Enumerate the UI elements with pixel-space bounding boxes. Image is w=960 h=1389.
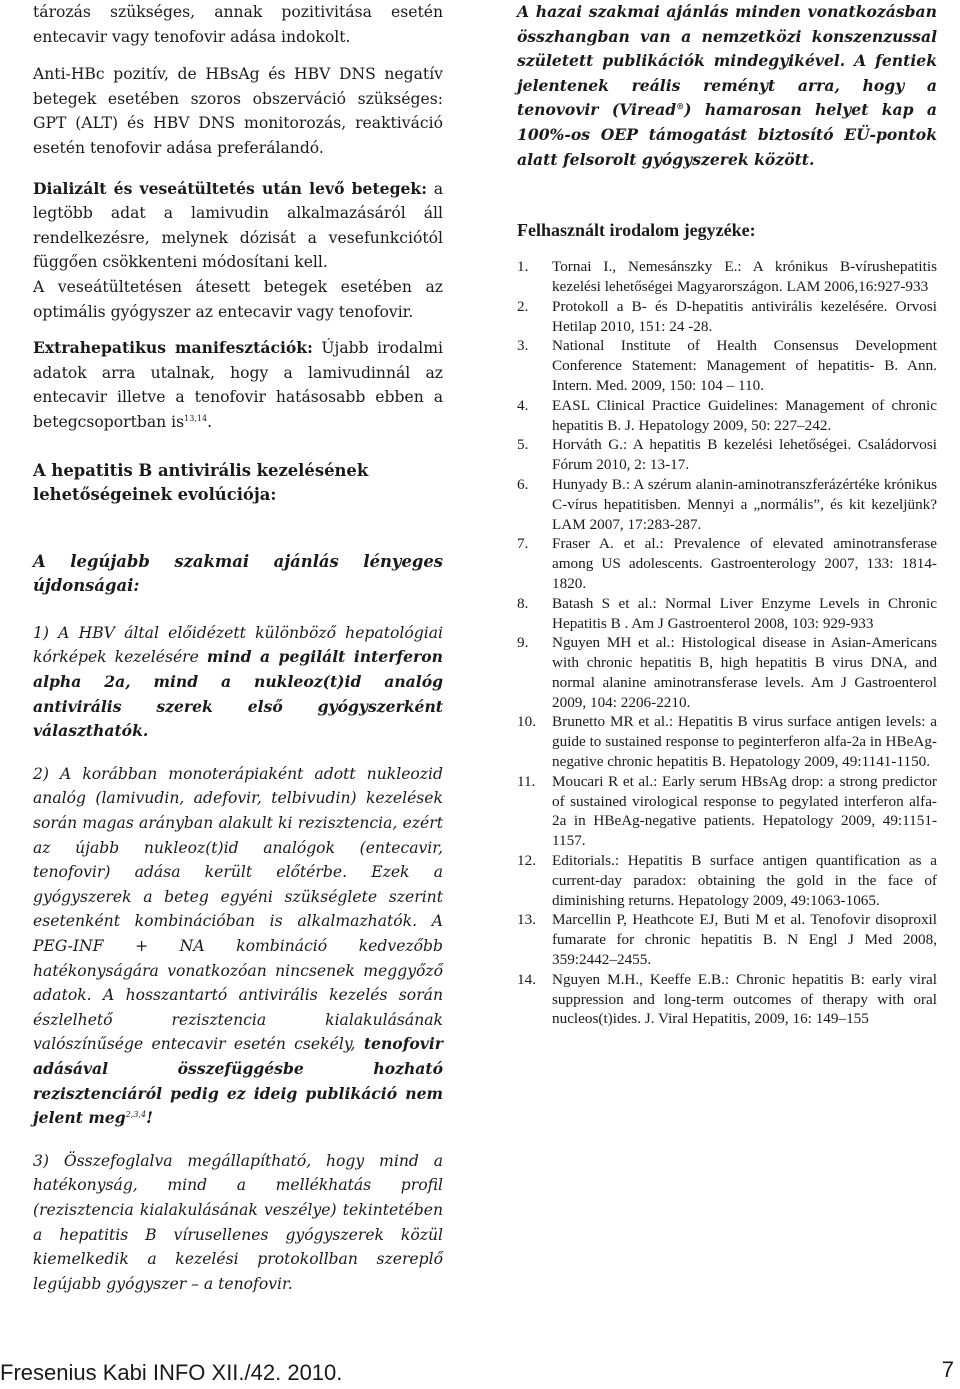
reference-number: 5. (517, 436, 529, 454)
list-item (33, 621, 443, 744)
reference-number: 12. (517, 852, 536, 870)
reference-item (517, 396, 937, 436)
left-column (33, 0, 443, 1296)
item-emphasis: tenofovir adásával összefüggésbe hozható rezisztenciáról pedig ez ideig publikáció nem jelent meg (33, 1034, 443, 1128)
reference-number: 14. (517, 970, 536, 988)
subheading: A legújabb szakmai ajánlás lényeges újdonságai: (33, 551, 443, 596)
paragraph-end: . (207, 412, 213, 431)
reference-number: 6. (517, 475, 529, 493)
reference-item (517, 772, 937, 851)
registered-mark: ® (676, 101, 685, 112)
reference-text: Fraser A. et al.: Prevalence of elevated aminotransferase among US adolescents. Gastroenterology 2007, 133: 1814-1820. (552, 535, 937, 592)
paragraph: Anti-HBc pozitív, de HBsAg és HBV DNS negatív betegek esetében szoros obszerváció szükséges: GPT (ALT) és HBV DNS monitorozás, reaktiváció esetén tenofovir adása preferálandó. (33, 65, 443, 157)
citation-superscript: 2,3,4 (125, 1109, 147, 1119)
reference-item (517, 475, 937, 534)
item-text: 1) A HBV által előidézett különböző hepatológiai kórképek kezelésére (33, 623, 443, 667)
paragraph-extrahepatic (33, 336, 443, 434)
paragraph-dialysis (33, 177, 443, 275)
reference-item (517, 297, 937, 337)
page-number: 7 (941, 1357, 954, 1382)
reference-number: 10. (517, 713, 536, 731)
reference-text: Marcellin P, Heathcote EJ, Buti M et al. Tenofovir disoproxil fumarate for chronic hepatitis B. N Engl J Med 2008, 359:2442–2455. (552, 911, 937, 969)
reference-item (517, 336, 937, 395)
reference-text: EASL Clinical Practice Guidelines: Management of chronic hepatitis B. J. Hepatology 2009, 50: 227–242. (552, 396, 937, 434)
reference-item (517, 594, 937, 634)
reference-text: Protokoll a B- és D-hepatitis antivirális kezelésére. Orvosi Hetilap 2010, 151: 24 -28. (552, 297, 937, 335)
citation-superscript: 13,14 (184, 413, 208, 423)
reference-item (517, 910, 937, 969)
reference-item (517, 712, 937, 771)
reference-item (517, 534, 937, 593)
reference-text: Nguyen MH et al.: Histological disease in Asian-Americans with chronic hepatitis B, high hepatitis B virus DNA, and normal alanine aminotransferase levels. Am J Gastroenterol 2009, 104: 2206-2210. (552, 634, 937, 711)
reference-number: 9. (517, 634, 529, 652)
section-heading: A hepatitis B antivirális kezelésének lehetőségeinek evolúciója: (33, 460, 369, 505)
paragraph: tározás szükséges, annak pozitivitása esetén entecavir vagy tenofovir adása indokolt. (33, 3, 443, 46)
reference-number: 13. (517, 911, 536, 929)
reference-text: Tornai I., Nemesánszky E.: A krónikus B-vírushepatitis kezelési lehetőségei Magyarországon. LAM 2006,16:927-933 (552, 258, 937, 295)
reference-number: 7. (517, 535, 529, 553)
reference-item (517, 435, 937, 475)
reference-text: National Institute of Health Consensus Development Conference Statement: Management of hepatitis- B. Ann. Intern. Med. 2009, 150: 104 – 110. (552, 337, 937, 394)
reference-text: Batash S et al.: Normal Liver Enzyme Levels in Chronic Hepatitis B . Am J Gastroenterol 2008, 103: 929-933 (552, 594, 937, 632)
paragraph-lead: Extrahepatikus manifesztációk: (33, 338, 313, 358)
reference-number: 2. (517, 297, 529, 315)
reference-text: Moucari R et al.: Early serum HBsAg drop: a strong predictor of sustained virological response to pegylated interferon alfa-2a in HBeAg-negative patients. Hepatology 2009, 49:1151-1157. (552, 772, 937, 850)
paragraph-lead: Dializált és veseátültetés után levő betegek: (33, 178, 427, 198)
reference-number: 3. (517, 337, 529, 355)
reference-item (517, 257, 937, 297)
reference-number: 4. (517, 396, 529, 414)
recommendation-text: A hazai szakmai ajánlás minden vonatkozásban összhangban van a nemzetközi konszenzussal született publikációk mindegyikével. A fentiek jelentenek reális reményt arra, hogy a tenovovir (Viread (517, 2, 937, 120)
reference-item (517, 970, 937, 1029)
references-heading: Felhasznált irodalom jegyzéke: (517, 220, 756, 241)
reference-text: Hunyady B.: A szérum alanin-aminotranszferázértéke krónikus C-vírus hepatitisben. Mennyi a „normális”, és kit kezeljünk? LAM 2007, 17:283-287. (552, 475, 937, 533)
reference-list (517, 257, 937, 1029)
list-item: 3) Összefoglalva megállapítható, hogy mind a hatékonyság, mind a mellékhatás profil (rezisztencia kialakulásának veszélye) tekintetében a hepatitis B vírusellenes gyógyszerek közül kiemelkedik a kezelési protokollban szereplő legújabb gyógyszer – a tenofovir. (33, 1151, 443, 1293)
item-emphasis: mind a pegilált interferon alpha 2a, mind a nukleoz(t)id analóg antivirális szerek első gyógyszerként választhatók. (33, 647, 443, 741)
paragraph-text: a legtöbb adat a lamivudin alkalmazásáról áll rendelkezésre, melynek dózisát a vesefunkciótól függően csökkenteni módosítani kell. (33, 179, 443, 272)
paragraph: A veseátültetésen átesett betegek esetében az optimális gyógyszer az entecavir vagy tenofovir. (33, 277, 443, 321)
recommendation-paragraph (517, 0, 937, 172)
reference-number: 1. (517, 258, 529, 276)
list-item (33, 762, 443, 1131)
reference-number: 8. (517, 594, 529, 612)
reference-number: 11. (517, 772, 536, 790)
reference-text: Horváth G.: A hepatitis B kezelési lehetőségei. Családorvosi Fórum 2010, 2: 13-17. (552, 436, 937, 474)
journal-footer: Fresenius Kabi INFO XII./42. 2010. (0, 1360, 343, 1385)
recommendation-text: ) hamarosan helyet kap a 100%-os OEP támogatást biztosító EÜ-pontok alatt felsorolt gyógyszerek között. (517, 100, 937, 169)
item-end: ! (146, 1108, 153, 1128)
reference-item (517, 851, 937, 910)
item-text: 2) A korábban monoterápiaként adott nukleozid analóg (lamivudin, adefovir, telbivudin) kezelések során magas arányban alakult ki rezisztencia, ezért az újabb nukleoz(t)id analógok (entecavir, tenofovir) adása került előtérbe. Ezek a gyógyszerek a beteg egyéni szükséglete szerint esetenként kombinációban is alkalmazhatók. A PEG-INF + NA kombináció kedvezőbb hatékonyságára vonatkozóan nincsenek meggyőző adatok. A hosszantartó antivirális kezelés során észlelhető rezisztencia kialakulásának valószínűsége entecavir esetén csekély, (33, 764, 443, 1054)
reference-item (517, 633, 937, 712)
right-column (517, 0, 937, 1029)
reference-text: Nguyen M.H., Keeffe E.B.: Chronic hepatitis B: early viral suppression and long-term outcomes of therapy with oral nucleos(t)ides. J. Viral Hepatitis, 2009, 16: 149–155 (552, 970, 937, 1028)
reference-text: Editorials.: Hepatitis B surface antigen quantification as a current-day paradox: obtaining the gold in the face of diminishing returns. Hepatology 2009, 49:1063-1065. (552, 852, 937, 909)
paragraph-text: Újabb irodalmi adatok arra utalnak, hogy a lamivudinnál az entecavir illetve a tenofovir hatásosabb ebben a betegcsoportban is (33, 339, 444, 431)
reference-text: Brunetto MR et al.: Hepatitis B virus surface antigen levels: a guide to sustained response to peginterferon alfa-2a in HBeAg-negative chronic hepatitis B. Hepatology 2009, 49:1141-1150. (552, 713, 937, 771)
